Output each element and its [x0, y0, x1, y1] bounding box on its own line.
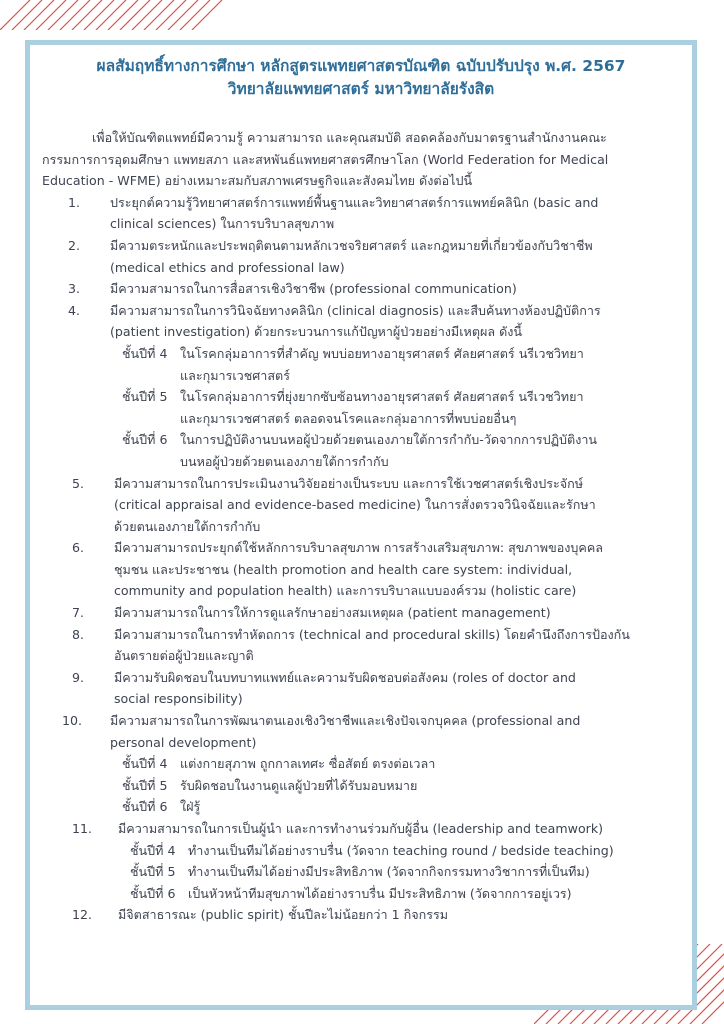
item-text-line: มีจิตสาธารณะ (public spirit) ชั้นปีละไม่น้อยกว่า 1 กิจกรรม: [118, 907, 449, 923]
sub-item: [30, 883, 692, 905]
sub-item: [30, 386, 692, 429]
list-item: [30, 904, 692, 926]
outcomes-list: [30, 192, 692, 926]
document-body: [30, 127, 692, 926]
list-item: [30, 300, 692, 343]
item-text-line: community and population health) และการบริบาลแบบองค์รวม (holistic care): [114, 583, 577, 599]
sub-item-text-line: ในโรคกลุ่มอาการที่ยุ่งยากซับซ้อนทางอายุรศาสตร์ ศัลยศาสตร์ นรีเวชวิทยา: [180, 389, 584, 405]
sub-item-text-line: ใฝ่รู้: [180, 799, 201, 815]
list-item: [30, 624, 692, 667]
list-item: [30, 192, 692, 235]
item-text-line: มีความตระหนักและประพฤติตนตามหลักเวชจริยศาสตร์ และกฎหมายที่เกี่ยวข้องกับวิชาชีพ: [110, 237, 593, 253]
item-number: 6.: [72, 540, 85, 556]
item-text-line: (medical ethics and professional law): [110, 259, 345, 275]
document-frame: [25, 40, 697, 1010]
item-text-line: clinical sciences) ในการบริบาลสุขภาพ: [110, 216, 335, 232]
item-text-line: personal development): [110, 734, 257, 750]
year-label: ชั้นปีที่ 4: [122, 756, 168, 772]
decorative-stripes-top: [0, 0, 230, 30]
item-text-line: (patient investigation) ด้วยกระบวนการแก้ปัญหาผู้ป่วยอย่างมีเหตุผล ดังนี้: [110, 324, 523, 340]
item-text-line: มีความสามารถในการทำหัตถการ (technical and procedural skills) โดยคำนึงถึงการป้องกัน: [114, 626, 630, 642]
document-title: [30, 55, 692, 101]
sub-item: [30, 861, 692, 883]
intro-paragraph: [30, 127, 692, 192]
item-number: 11.: [72, 821, 93, 836]
year-label: ชั้นปีที่ 6: [122, 799, 168, 815]
item-text-line: ประยุกต์ความรู้วิทยาศาสตร์การแพทย์พื้นฐานและวิทยาศาสตร์การแพทย์คลินิก (basic and: [110, 194, 599, 210]
sub-item: [30, 796, 692, 818]
item-number: 10.: [62, 713, 83, 729]
item-text-line: มีความสามารถในการให้การดูแลรักษาอย่างสมเหตุผล (patient management): [114, 605, 551, 621]
sub-item-text-line: ในการปฏิบัติงานบนหอผู้ป่วยด้วยตนเองภายใต้การกำกับ-วัดจากการปฏิบัติงาน: [180, 432, 598, 448]
year-label: ชั้นปีที่ 5: [130, 864, 176, 880]
list-item: [30, 278, 692, 300]
item-number: 1.: [68, 194, 81, 210]
item-number: 8.: [72, 626, 85, 642]
title-line-2: วิทยาลัยแพทยศาสตร์ มหาวิทยาลัยรังสิต: [227, 80, 495, 98]
intro-line: Education - WFME) อย่างเหมาะสมกับสภาพเศรษฐกิจและสังคมไทย ดังต่อไปนี้: [42, 173, 473, 189]
list-item: [30, 818, 692, 840]
intro-line: กรรมการการอุดมศึกษา แพทยสภา และสหพันธ์แพทยศาสตรศึกษาโลก (World Federation for Medical: [42, 151, 609, 167]
year-label: ชั้นปีที่ 4: [122, 345, 168, 361]
title-line-1: ผลสัมฤทธิ์ทางการศึกษา หลักสูตรแพทยศาสตรบัณฑิต ฉบับปรับปรุง พ.ศ. 2567: [96, 57, 626, 75]
item-number: 9.: [72, 669, 85, 685]
sub-item: [30, 775, 692, 797]
item-number: 2.: [68, 237, 81, 253]
list-item: [30, 667, 692, 710]
item-text-line: อันตรายต่อผู้ป่วยและญาติ: [114, 648, 254, 664]
item-text-line: มีความสามารถประยุกต์ใช้หลักการบริบาลสุขภาพ การสร้างเสริมสุขภาพ: สุขภาพของบุคคล: [114, 540, 603, 556]
list-item: [30, 537, 692, 602]
item-number: 4.: [68, 302, 81, 318]
sub-item-text-line: ทำงานเป็นทีมได้อย่างราบรื่น (วัดจาก teaching round / bedside teaching): [188, 842, 614, 858]
sub-item: [30, 840, 692, 862]
item-text-line: ชุมชน และประชาชน (health promotion and health care system: individual,: [114, 561, 573, 577]
sub-item-text-line: แต่งกายสุภาพ ถูกกาลเทศะ ซื่อสัตย์ ตรงต่อเวลา: [180, 756, 436, 772]
sub-item-text-line: ในโรคกลุ่มอาการที่สำคัญ พบบ่อยทางอายุรศาสตร์ ศัลยศาสตร์ นรีเวชวิทยา: [180, 345, 584, 361]
item-text-line: social responsibility): [114, 691, 243, 707]
item-text-line: มีความสามารถในการวินิจฉัยทางคลินิก (clinical diagnosis) และสืบค้นทางห้องปฏิบัติการ: [110, 302, 601, 318]
item-text-line: มีความสามารถในการเป็นผู้นำ และการทำงานร่วมกับผู้อื่น (leadership and teamwork): [118, 821, 604, 836]
sub-item-text-line: เป็นหัวหน้าทีมสุขภาพได้อย่างราบรื่น มีประสิทธิภาพ (วัดจากการอยู่เวร): [188, 885, 572, 901]
sub-item-text-line: ทำงานเป็นทีมได้อย่างมีประสิทธิภาพ (วัดจากกิจกรรมทางวิชาการที่เป็นทีม): [188, 864, 590, 880]
sub-item: [30, 343, 692, 386]
item-number: 3.: [68, 281, 81, 297]
year-label: ชั้นปีที่ 5: [122, 777, 168, 793]
year-label: ชั้นปีที่ 4: [130, 842, 176, 858]
item-text-line: (critical appraisal and evidence-based medicine) ในการสั่งตรวจวินิจฉัยและรักษา: [114, 497, 596, 513]
item-number: 12.: [72, 907, 93, 923]
item-text-line: มีความสามารถในการพัฒนาตนเองเชิงวิชาชีพและเชิงปัจเจกบุคคล (professional and: [110, 713, 581, 729]
item-text-line: ด้วยตนเองภายใต้การกำกับ: [114, 518, 261, 534]
intro-line: เพื่อให้บัณฑิตแพทย์มีความรู้ ความสามารถ และคุณสมบัติ สอดคล้องกับมาตรฐานสำนักงานคณะ: [92, 130, 607, 145]
item-number: 5.: [72, 475, 85, 491]
item-text-line: มีความสามารถในการประเมินงานวิจัยอย่างเป็นระบบ และการใช้เวชศาสตร์เชิงประจักษ์: [114, 475, 584, 491]
item-number: 7.: [72, 605, 85, 621]
item-text-line: มีความรับผิดชอบในบทบาทแพทย์และความรับผิดชอบต่อสังคม (roles of doctor and: [114, 669, 576, 685]
sub-item-text-line: รับผิดชอบในงานดูแลผู้ป่วยที่ได้รับมอบหมาย: [180, 777, 418, 793]
year-label: ชั้นปีที่ 6: [130, 885, 176, 901]
sub-item-text-line: บนหอผู้ป่วยด้วยตนเองภายใต้การกำกับ: [180, 453, 389, 469]
list-item: [30, 602, 692, 624]
year-label: ชั้นปีที่ 6: [122, 432, 168, 448]
sub-item: [30, 429, 692, 472]
list-item: [30, 710, 692, 753]
sub-item-text-line: และกุมารเวชศาสตร์: [180, 367, 290, 383]
list-item: [30, 473, 692, 538]
year-label: ชั้นปีที่ 5: [122, 389, 168, 405]
sub-item: [30, 753, 692, 775]
sub-item-text-line: และกุมารเวชศาสตร์ ตลอดจนโรคและกลุ่มอาการที่พบบ่อยอื่นๆ: [180, 410, 517, 426]
list-item: [30, 235, 692, 278]
item-text-line: มีความสามารถในการสื่อสารเชิงวิชาชีพ (professional communication): [110, 281, 517, 297]
